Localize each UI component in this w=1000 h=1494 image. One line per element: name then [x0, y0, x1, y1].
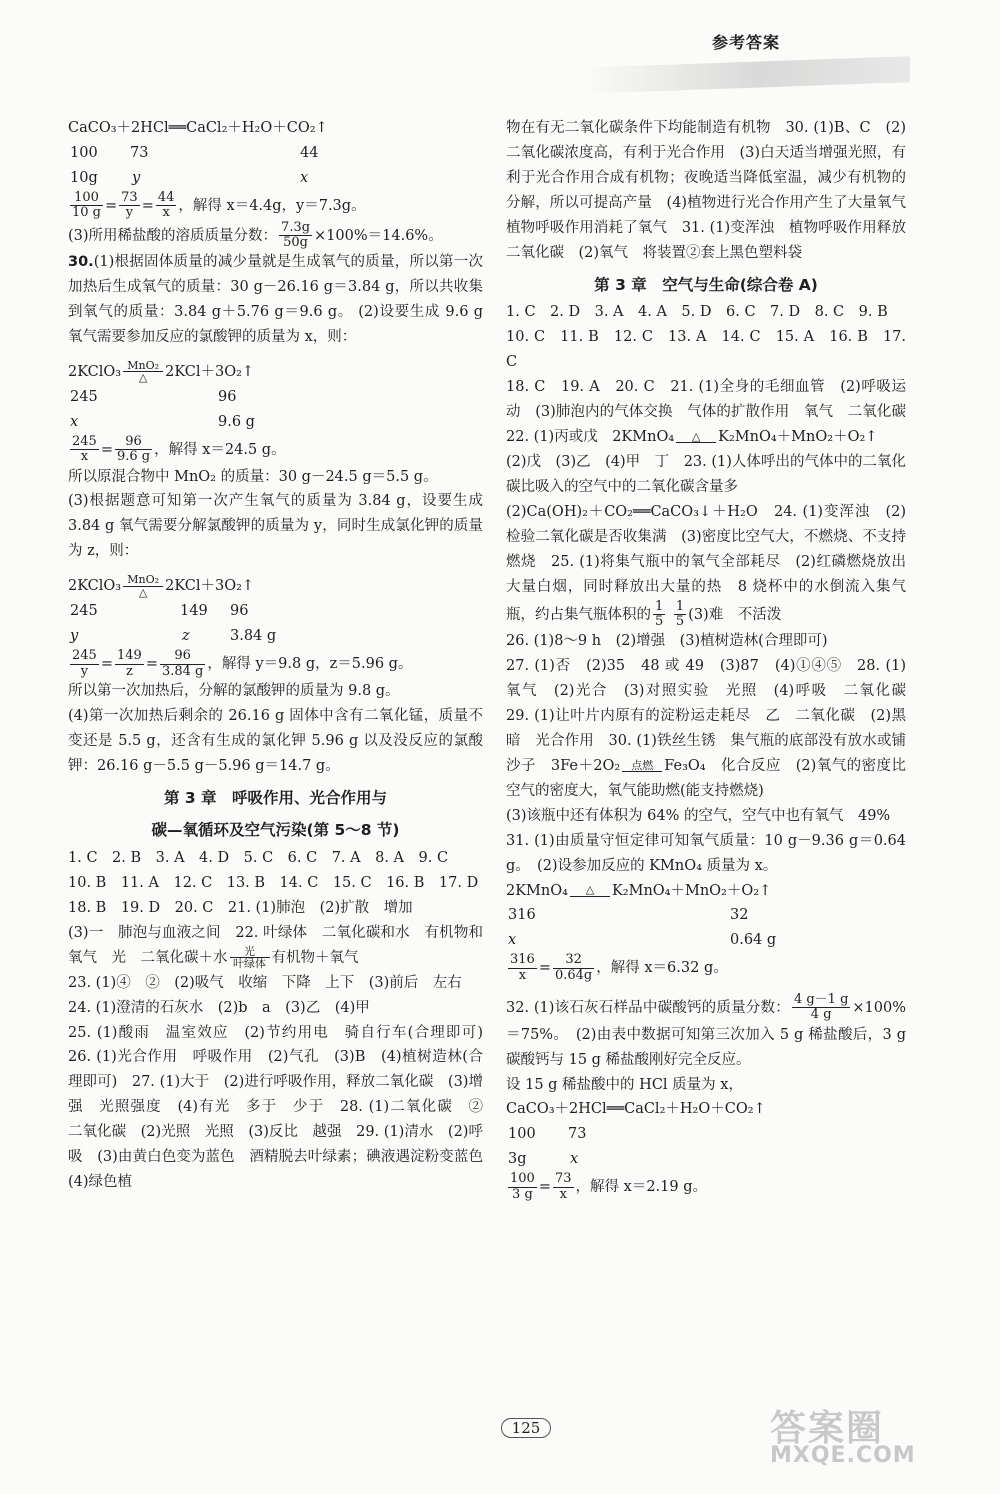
choice-answers: 18. B 19. D 20. C 21. (1)肺泡 (2)扩散 增加	[68, 899, 413, 916]
fraction-line: $\frac{100}{3 g}$ = $\frac{73}{x}$ ，解得 x＝2.19 g。	[510, 1171, 707, 1202]
equation: 2KMnO₄ △ K₂MnO₄＋MnO₂＋O₂↑	[506, 882, 772, 899]
equation: 2KClO₃ MnO₂ △ 2KCl＋3O₂↑	[68, 358, 255, 385]
choice-answers: 10. B 11. A 12. C 13. B 14. C 15. C 16. B 17. D	[68, 874, 479, 891]
ratio-row: 316 32	[508, 907, 749, 924]
answer-paragraph: 所以第一次加热后，分解的氯酸钾的质量为 9.8 g。	[68, 682, 400, 699]
answer-paragraph: 32. (1)该石灰石样品中碳酸钙的质量分数： $\frac{4 g-1 g}{4 g}$ ×100%＝75%。 (2)由表中数据可知第三次加入 5 g 稀盐酸后，3 g 碳酸钙与 15 g 稀盐酸刚好完全反应。	[506, 992, 906, 1068]
page-number-badge: 125	[501, 1418, 552, 1438]
ratio-row: x 0.64 g	[508, 932, 777, 949]
answer-paragraph: 25. (1)酸雨 温室效应 (2)节约用电 骑自行车(合理即可) 26. (1)光合作用 呼吸作用 (2)气孔 (3)B (4)植树造林(合理即可) 27. (1)大于 (2)进行呼吸作用，释放二氧化碳 (3)增强 光照强度 (4)有光 多于 少于 28. (1)二氧化碳 ② 二氧化碳 (2)光照 光照 (3)反比 越强 29. (1)清水 (2)呼吸 (3)由黄白色变为蓝色 酒精脱去叶绿素；碘液遇淀粉变蓝色 (4)绿色植	[68, 1024, 498, 1191]
answer-paragraph: 24. (1)澄清的石灰水 (2)b a (3)乙 (4)甲	[68, 999, 370, 1016]
answer-paragraph: 27. (1)否 (2)35 48 或 49 (3)87 (4)①④⑤ 28. (1)氧气 (2)光合 (3)对照实验 光照 (4)呼吸 二氧化碳 29. (1)让叶片内原有的淀粉运走耗尽 乙 二氧化碳 (2)黑暗 光合作用 30. (1)铁丝生锈 集气瓶的底部没有放水或铺沙子 3Fe＋2O₂ 点燃 Fe₃O₄ 化合反应 (2)氧气的密度比空气的密度大，氧气能助燃(能支持燃烧)	[506, 658, 921, 799]
equation: CaCO₃＋2HCl══CaCl₂＋H₂O＋CO₂↑	[506, 1101, 766, 1118]
fraction-line: $\frac{100}{10 g}$ = $\frac{73}{y}$ = $\frac{44}{x}$ ，解得 x＝4.4g，y＝7.3g。	[72, 190, 366, 221]
answer-paragraph: (3)一 肺泡与血液之间 22. 叶绿体 二氧化碳和水 有机物和氧气 光 二氧化碳＋水 光 叶绿体 有机物＋氧气	[68, 924, 483, 971]
answer-paragraph: 30.(1)根据固体质量的减少量就是生成氧气的质量，所以第一次加热后生成氧气的质量：30 g－26.16 g＝3.84 g，所以共收集到氧气的质量：3.84 g＋5.76 g＝9.6 g。 (2)设要生成 9.6 g 氧气需要参加反应的氯酸钾的质量为 x，则：	[68, 254, 483, 345]
answer-paragraph: 设 15 g 稀盐酸中的 HCl 质量为 x，	[506, 1076, 743, 1093]
answer-paragraph: 23. (1)④ ② (2)吸气 收缩 下降 上下 (3)前后 左右	[68, 974, 462, 991]
ratio-row: 100 73	[508, 1126, 587, 1143]
answer-paragraph: (4)第一次加热后剩余的 26.16 g 固体中含有二氧化锰，质量不变还是 5.5 g，还含有生成的氯化钾 5.96 g 以及没反应的氯酸钾：26.16 g－5.5 g－5.96 g＝14.7 g。	[68, 707, 483, 774]
ratio-row: 100 73 44	[70, 145, 319, 161]
header-decoration	[580, 56, 910, 94]
answer-line: (3)所用稀盐酸的溶质质量分数： $\frac{7.3g}{50g}$ ×100%＝14.6%。	[68, 219, 443, 250]
answer-paragraph: (2)Ca(OH)₂＋CO₂══CaCO₃↓＋H₂O 24. (1)变浑浊 (2)检验二氧化碳是否收集满 (3)密度比空气大，不燃烧、不支持燃烧 25. (1)将集气瓶中的氧气全部耗尽 (2)红磷燃烧放出大量白烟，同时释放出大量的热 8 烧杯中的水倒流入集气瓶，约占集气瓶体积的 $\frac{1}{5}$ $\frac{1}{5}$ (3)难 不活泼	[506, 503, 906, 629]
page-header	[0, 0, 1000, 110]
watermark-url: MXQE.COM	[770, 1443, 916, 1468]
header-title: 参考答案	[712, 33, 781, 52]
choice-answers: 1. C 2. D 3. A 4. A 5. D 6. C 7. D 8. C 9. B	[506, 304, 888, 321]
answer-paragraph: (3)根据题意可知第一次产生氧气的质量为 3.84 g，设要生成 3.84 g 氧气需要分解氯酸钾的质量为 y，同时生成氯化钾的质量为 z，则：	[68, 493, 483, 560]
ratio-row: y z 3.84 g	[70, 628, 277, 645]
choice-answers: 10. C 11. B 12. C 13. A 14. C 15. A 16. B 17. C	[506, 329, 906, 371]
right-column	[506, 116, 921, 1202]
answer-paragraph: 31. (1)由质量守恒定律可知氧气质量：10 g－9.36 g＝0.64 g。 (2)设参加反应的 KMnO₄ 质量为 x。	[506, 832, 906, 874]
answer-paragraph: (3)该瓶中还有体积为 64% 的空气，空气中也有氧气 49%	[506, 807, 891, 824]
left-column	[68, 116, 498, 1195]
fraction-line: $\frac{245}{x}$ = $\frac{96}{9.6 g}$ ，解得 x＝24.5 g。	[72, 433, 286, 465]
ratio-row: 10g y x	[70, 170, 309, 186]
ratio-row: x 9.6 g	[70, 413, 255, 430]
section-title: 碳—氧循环及空气污染(第 5～8 节)	[151, 821, 400, 840]
fraction-line: $\frac{245}{y}$ = $\frac{149}{z}$ = $\frac{96}{3.84 g}$ ，解得 y＝9.8 g，z＝5.96 g。	[72, 648, 413, 679]
section-title: 第 3 章 空气与生命(综合卷 A)	[594, 275, 818, 294]
answer-paragraph: 所以原混合物中 MnO₂ 的质量：30 g－24.5 g＝5.5 g。	[68, 468, 438, 485]
equation: 2KClO₃ MnO₂ △ 2KCl＋3O₂↑	[68, 573, 255, 599]
answer-paragraph: 18. C 19. A 20. C 21. (1)全身的毛细血管 (2)呼吸运动 (3)肺泡内的气体交换 气体的扩散作用 氧气 二氧化碳 22. (1)丙或戊 2KMnO₄ △ K₂MnO₄＋MnO₂＋O₂↑	[506, 379, 921, 445]
ratio-row: 245 96	[70, 388, 237, 405]
page-number	[486, 1418, 566, 1438]
answer-paragraph: (2)戊 (3)乙 (4)甲 丁 23. (1)人体呼出的气体中的二氧化碳比吸入的空气中的二氧化碳含量多	[506, 453, 906, 495]
watermark	[770, 1400, 916, 1468]
answer-paragraph: 26. (1)8～9 h (2)增强 (3)植树造林(合理即可)	[506, 633, 828, 650]
ratio-row: 3g x	[508, 1151, 579, 1168]
answer-paragraph: 物在有无二氧化碳条件下均能制造有机物 30. (1)B、C (2)二氧化碳浓度高，有利于光合作用 (3)白天适当增强光照，有利于光合作用合成有机物；夜晚适当降低室温，减少有机物的分解，所以可提高产量 (4)植物进行光合作用产生了大量氧气 植物呼吸作用消耗了氧气 31. (1)变浑浊 植物呼吸作用释放二氧化碳 (2)氧气 将装置②套上黑色塑料袋	[506, 120, 921, 261]
fraction-line: $\frac{316}{x}$ = $\frac{32}{0.64g}$ ，解得 x＝6.32 g。	[510, 952, 728, 983]
watermark-text: 答案圈	[770, 1408, 885, 1449]
ratio-row: 245 149 96	[70, 603, 249, 620]
choice-answers: 1. C 2. B 3. A 4. D 5. C 6. C 7. A 8. A 9. C	[68, 849, 449, 866]
section-title: 第 3 章 呼吸作用、光合作用与	[163, 788, 388, 807]
equation: CaCO₃＋2HCl══CaCl₂＋H₂O＋CO₂↑	[68, 120, 328, 136]
